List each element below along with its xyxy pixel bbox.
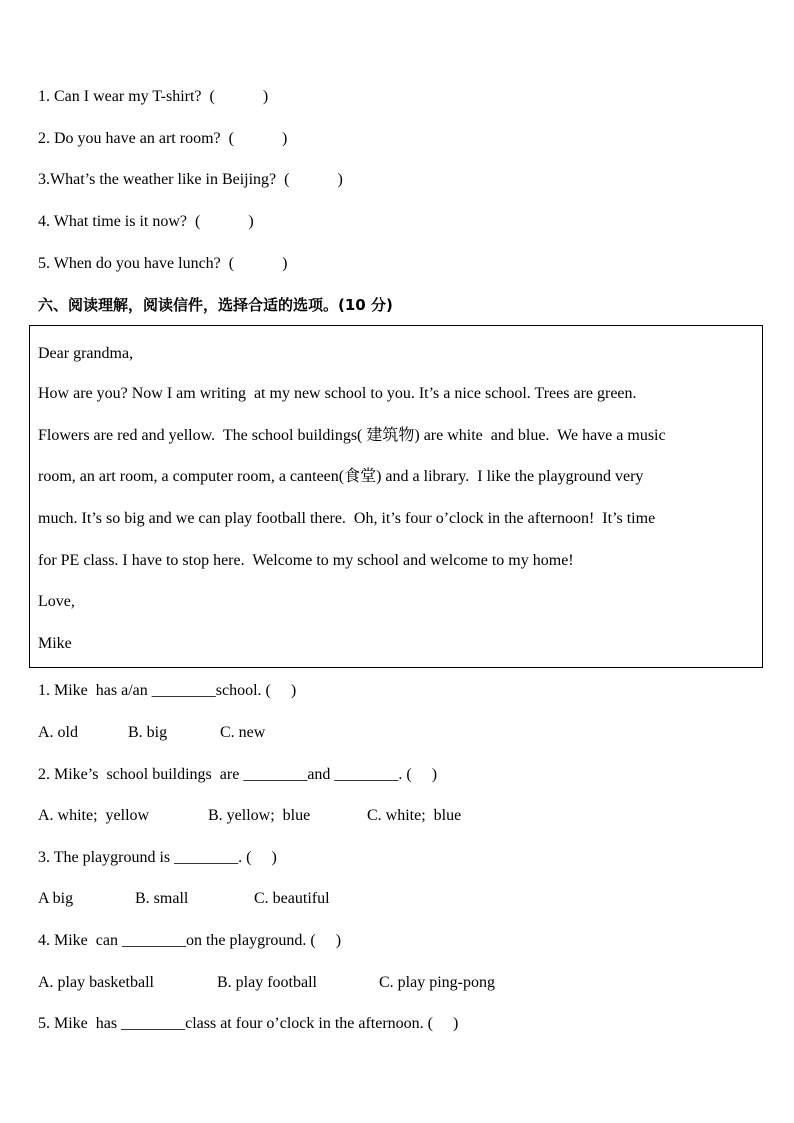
letter-closing: Love, — [38, 593, 75, 610]
question-4: 4. What time is it now? ( ) — [38, 213, 254, 230]
option-b: B. small — [135, 890, 189, 907]
letter-line-4: much. It’s so big and we can play football there. Oh, it’s four o’clock in the afternoon! It’s time — [38, 510, 656, 527]
question-1: 1. Can I wear my T-shirt? ( ) — [38, 88, 269, 105]
section-heading: 六、阅读理解，阅读信件，选择合适的选项。(10 分) — [38, 296, 393, 314]
question-5: 5. When do you have lunch? ( ) — [38, 255, 288, 272]
option-c: C. new — [220, 724, 266, 741]
letter-signature: Mike — [38, 635, 72, 652]
option-a: A. play basketball — [38, 974, 154, 991]
letter-box — [29, 325, 763, 668]
letter-line-1: How are you? Now I am writing at my new school to you. It’s a nice school. Trees are green. — [38, 385, 637, 402]
reading-question-4: 4. Mike can ________on the playground. ( ) — [38, 932, 342, 949]
option-c: C. white; blue — [367, 807, 462, 824]
question-2: 2. Do you have an art room? ( ) — [38, 130, 288, 147]
letter-line-2: Flowers are red and yellow. The school buildings( 建筑物) are white and blue. We have a music — [38, 427, 666, 444]
letter-line-3: room, an art room, a computer room, a canteen(食堂) and a library. I like the playground very — [38, 468, 644, 485]
option-c: C. beautiful — [254, 890, 330, 907]
option-a: A big — [38, 890, 74, 907]
reading-question-5: 5. Mike has ________class at four o’clock in the afternoon. ( ) — [38, 1015, 459, 1032]
option-a: A. old — [38, 724, 78, 741]
option-a: A. white; yellow — [38, 807, 150, 824]
option-b: B. yellow; blue — [208, 807, 311, 824]
option-b: B. big — [128, 724, 168, 741]
reading-question-3: 3. The playground is ________. ( ) — [38, 849, 277, 866]
letter-greeting: Dear grandma, — [38, 345, 134, 362]
reading-question-1: 1. Mike has a/an ________school. ( ) — [38, 682, 297, 699]
question-3: 3.What’s the weather like in Beijing? ( ) — [38, 171, 343, 188]
option-b: B. play football — [217, 974, 317, 991]
reading-question-2: 2. Mike’s school buildings are ________and ________. ( ) — [38, 766, 438, 783]
option-c: C. play ping-pong — [379, 974, 495, 991]
letter-line-5: for PE class. I have to stop here. Welcome to my school and welcome to my home! — [38, 552, 574, 569]
